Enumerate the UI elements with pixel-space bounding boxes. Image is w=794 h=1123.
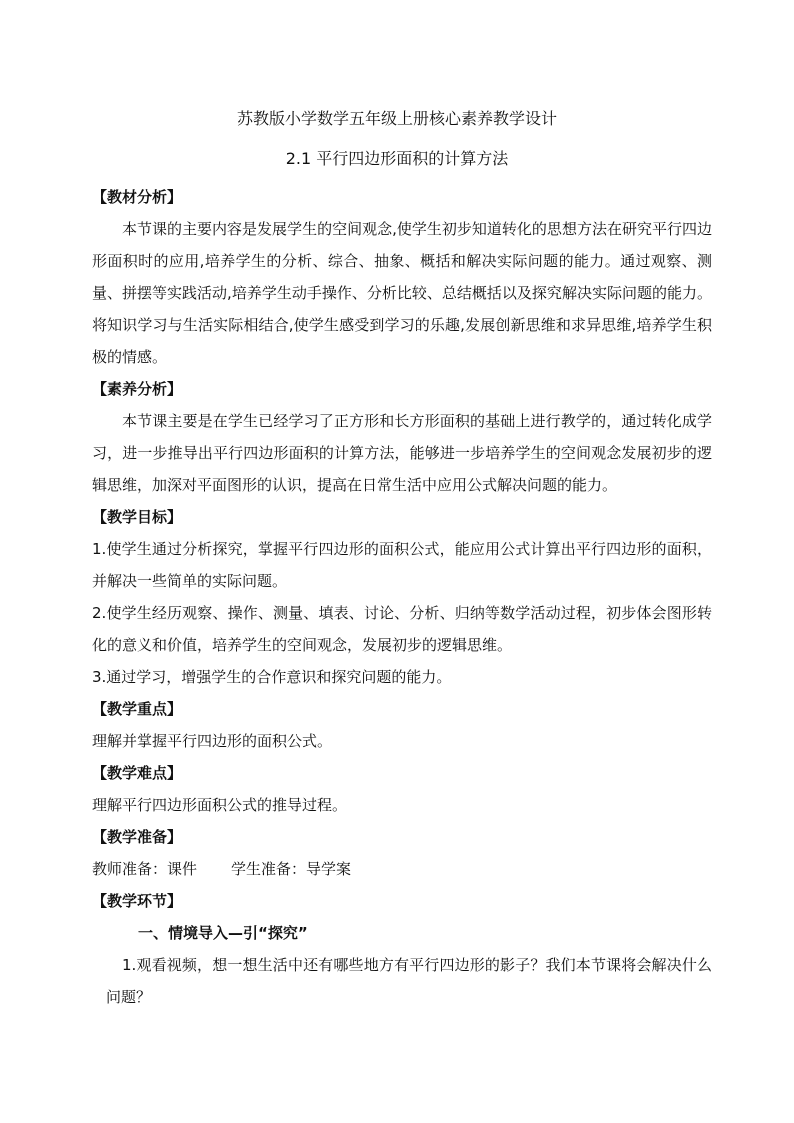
goal-item-2: 2.使学生经历观察、操作、测量、填表、讨论、分析、归纳等数学活动过程，初步体会图形转化的意义和价值，培养学生的空间观念，发展初步的逻辑思维。 [92,604,712,654]
key-point-text: 理解并掌握平行四边形的面积公式。 [92,732,333,750]
section-heading-literacy-analysis: 【素养分析】 [92,380,183,398]
section-heading-teaching-process: 【教学环节】 [92,892,183,910]
goal-item-1: 1.使学生通过分析探究，掌握平行四边形的面积公式，能应用公式计算出平行四边形的面积，并解决一些简单的实际问题。 [92,540,712,590]
document-title: 苏教版小学数学五年级上册核心素养教学设计 [236,109,557,128]
lesson-title: 2.1 平行四边形面积的计算方法 [285,149,509,168]
goal-item-3: 3.通过学习，增强学生的合作意识和探究问题的能力。 [92,668,452,686]
document-body [92,181,712,1013]
preparation-line [92,853,712,885]
teacher-preparation: 教师准备：课件 [92,860,198,878]
textbook-analysis-text: 本节课的主要内容是发展学生的空间观念,使学生初步知道转化的思想方法在研究平行四边形面积时的应用,培养学生的分析、综合、抽象、概括和解决实际问题的能力。通过观察、测量、拼摆等实践活动,培养学生动手操作、分析比较、总结概括以及探究解决实际问题的能力。将知识学习与生活实际相结合,使学生感受到学习的乐趣,发展创新思维和求异思维,培养学生积极的情感。 [92,220,712,366]
section-heading-teaching-goals: 【教学目标】 [92,508,183,526]
literacy-analysis-text: 本节课主要是在学生已经学习了正方形和长方形面积的基础上进行教学的，通过转化成学习，进一步推导出平行四边形面积的计算方法，能够进一步培养学生的空间观念发展初步的逻辑思维，加深对平面图形的认识，提高在日常生活中应用公式解决问题的能力。 [92,412,712,494]
section-heading-textbook-analysis: 【教材分析】 [92,188,183,206]
section-heading-key-point: 【教学重点】 [92,700,183,718]
difficulty-text: 理解平行四边形面积公式的推导过程。 [92,796,348,814]
process-step-item-1: 1.观看视频，想一想生活中还有哪些地方有平行四边形的影子？我们本节课将会解决什么问题？ [106,956,712,1006]
student-preparation: 学生准备：导学案 [231,860,352,878]
process-step-title: 一、情境导入—引“探究” [138,924,308,942]
section-heading-difficulty: 【教学难点】 [92,764,183,782]
section-heading-preparation: 【教学准备】 [92,828,183,846]
